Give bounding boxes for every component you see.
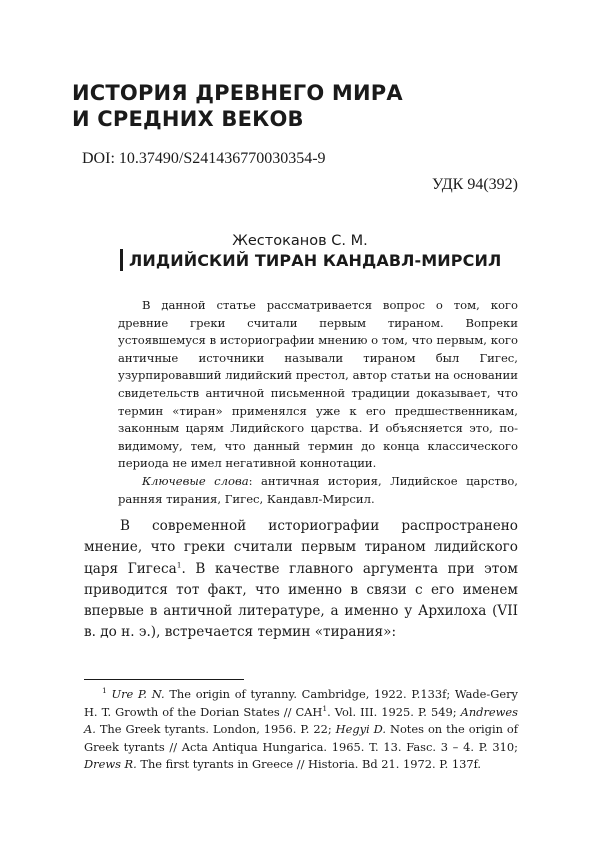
keywords-label: Ключевые слова: [142, 473, 249, 488]
body-paragraph: [84, 516, 518, 644]
article-author: Жестоканов С. М.: [232, 233, 368, 249]
section-heading: [72, 80, 532, 132]
doi-identifier: DOI: 10.37490/S241436770030354-9: [82, 150, 326, 167]
footnote: [84, 686, 518, 774]
body-text-part-2: . В качестве главного аргумента при этом приводится тот факт, что именно в связи с его именем впервые в античной литературе, а именно у Архилоха (VII в. до н. э.), встречается термин «тирания»:: [84, 560, 519, 641]
main-text: [84, 516, 518, 644]
article-title-block: [120, 248, 501, 272]
footnote-citation: Notes on the origin of Greek tyrants // Acta Antiqua Hungarica. 1965. T. 13. Fasc. 3 – 4. P. 310;: [84, 722, 518, 754]
abstract: [118, 297, 518, 508]
keywords-list: : античная история, Лидийское царство, ранняя тирания, Гигес, Кандавл-Мирсил.: [118, 473, 518, 506]
footnote-citation: . Vol. III. 1925. P. 549;: [327, 704, 461, 719]
footnote-citation: The Greek tyrants. London, 1956. P. 22;: [95, 722, 336, 736]
footnote-text: [84, 686, 518, 774]
body-text-part-1: В современной историографии распространено мнение, что греки считали первым тираном лидийского царя Гигеса: [84, 518, 518, 577]
footnote-citation: The first tyrants in Greece // Historia. Bd 21. 1972. P. 137f.: [136, 757, 482, 771]
article-title: ЛИДИЙСКИЙ ТИРАН КАНДАВЛ-МИРСИЛ: [129, 250, 502, 270]
footnote-number: 1: [102, 686, 107, 696]
title-accent-bar: [120, 249, 123, 271]
footnote-author: Andrewes A.: [84, 704, 518, 736]
footnote-separator: [84, 679, 244, 680]
udk-code: УДК 94(392): [432, 176, 518, 193]
abstract-text: В данной статье рассматривается вопрос о том, кого древние греки считали первым тираном. Вопреки устоявшемуся в историографии мнению о том, что первым, кого античные источники называли тираном был Гигес, узурпировавший лидийский престол, автор статьи на основании свидетельств античной письменной традиции доказывает, что термин «тиран» применялся уже к его предшественникам, законным царям Лидийского царства. И объясняется это, по-видимому, тем, что данный термин до конца классического периода не имел негативной коннотации.: [118, 298, 518, 471]
footnote-reference: 1: [176, 560, 182, 570]
footnote-author: Ure P. N.: [111, 687, 165, 701]
footnote-citation: The origin of tyranny. Cambridge, 1922. P.133f; Wade-Gery H. T. Growth of the Dorian States // CAH: [84, 687, 518, 719]
abstract-keywords: [118, 473, 518, 508]
footnote-edition-mark: 1: [322, 703, 328, 713]
footnote-author: Hegyi D.: [335, 722, 387, 736]
section-heading-line-2: И СРЕДНИХ ВЕКОВ: [72, 107, 304, 131]
footnote-author: Drews R.: [84, 757, 137, 771]
section-heading-line-1: ИСТОРИЯ ДРЕВНЕГО МИРА: [72, 81, 403, 105]
